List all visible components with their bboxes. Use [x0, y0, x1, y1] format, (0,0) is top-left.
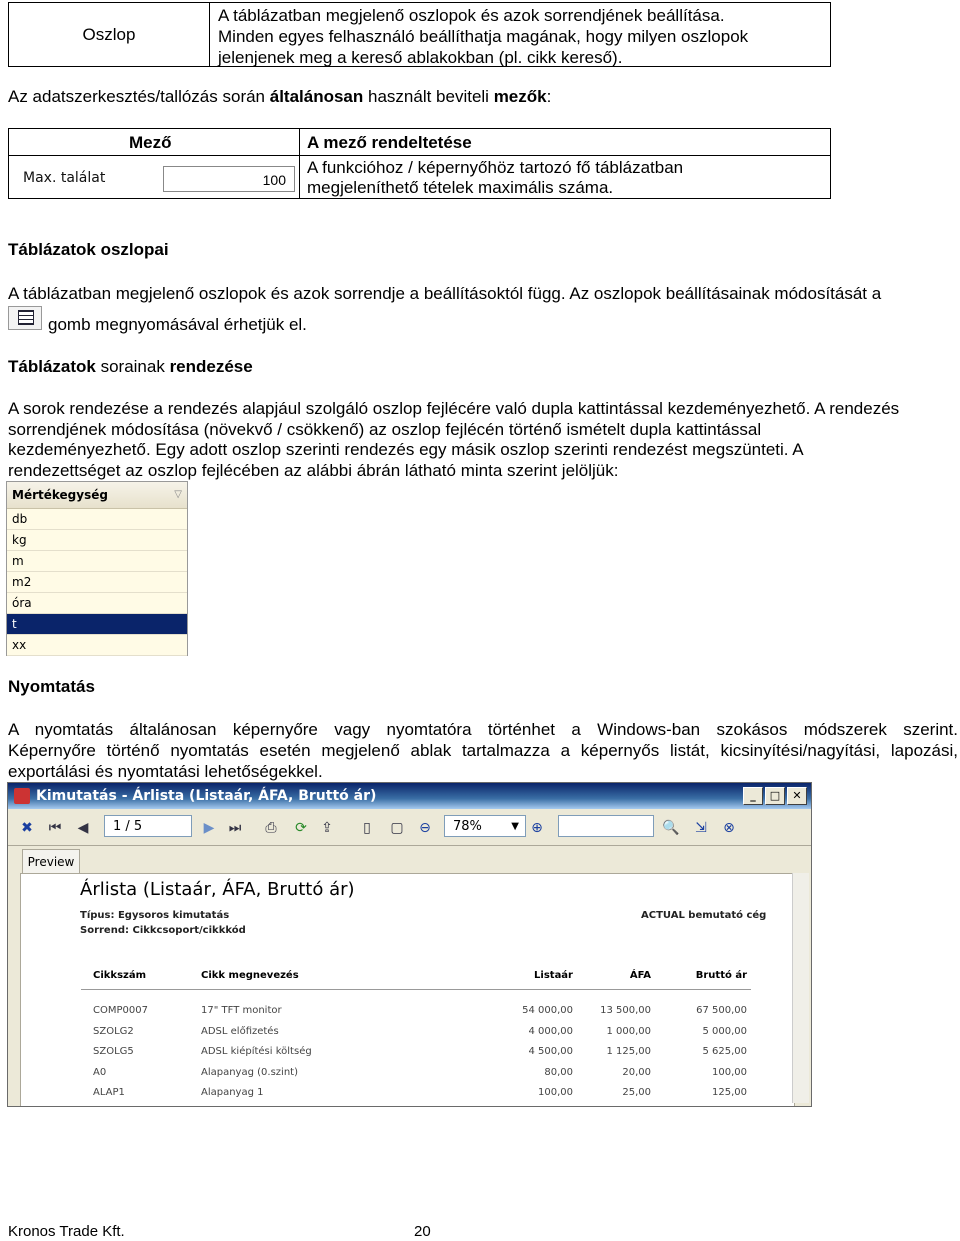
report-col-header: ÁFA [629, 970, 651, 981]
print-icon[interactable]: ⎙ [265, 820, 277, 836]
report-cell: SZOLG2 [93, 1025, 134, 1037]
report-page [20, 873, 795, 1107]
report-col-header: Cikk megnevezés [201, 970, 299, 981]
field-header-right: A mező rendeltetése [307, 133, 472, 152]
settings-desc-line: A táblázatban megjelenő oszlopok és azok sorrendjének beállítása. [218, 6, 725, 25]
field-table [8, 128, 831, 199]
settings-name-cell: Oszlop [9, 3, 210, 66]
list-item[interactable]: m2 [7, 572, 187, 593]
preview-toolbar [8, 809, 811, 846]
find-next-icon[interactable]: ⇲ [695, 820, 707, 836]
sort-descending-icon: ▽ [174, 489, 182, 500]
list-item[interactable]: kg [7, 530, 187, 551]
report-cell: 5 000,00 [702, 1025, 747, 1037]
list-item[interactable]: xx [7, 635, 187, 656]
report-cell: A0 [93, 1066, 107, 1078]
field-desc-line: megjeleníthető tételek maximális száma. [307, 178, 614, 197]
report-type: Típus: Egysoros kimutatás [80, 910, 230, 921]
sort-para-line: kezdeményezhető. Egy adott oszlop szerinti rendezés egy másik oszlop szerinti rendezést megszünteti. A [8, 440, 804, 459]
report-cell: 100,00 [712, 1066, 747, 1078]
report-cell: 1 000,00 [606, 1025, 651, 1037]
report-cell: 1 125,00 [606, 1046, 651, 1057]
report-cell: 4 500,00 [528, 1046, 573, 1057]
zoom-select[interactable] [444, 815, 526, 837]
columns-text-line1: A táblázatban megjelenő oszlopok és azok sorrendje a beállításoktól függ. Az oszlopok beállításainak módosítását a [8, 284, 882, 303]
first-page-icon[interactable]: ⏮ [48, 820, 62, 836]
list-item[interactable]: db [7, 509, 187, 530]
close-preview-icon[interactable]: ✖ [21, 820, 33, 836]
column-settings-button[interactable] [8, 306, 42, 330]
intro-prefix: Az adatszerkesztés/tallózás során [8, 87, 270, 106]
report-col-header: Cikkszám [93, 970, 147, 981]
settings-table [8, 2, 831, 67]
report-header-rule [81, 989, 751, 990]
print-para-line: exportálási és nyomtatási lehetőségekkel. [8, 762, 323, 781]
print-heading: Nyomtatás [8, 677, 95, 696]
intro-text [8, 87, 551, 107]
report-col-header: Bruttó ár [695, 970, 747, 981]
report-cell: 25,00 [622, 1087, 651, 1098]
intro-middle: használt beviteli [363, 87, 494, 106]
window-title: Kimutatás - Árlista (Listaár, ÁFA, Bruttó ár) [36, 788, 377, 804]
sorted-column-header[interactable] [7, 482, 187, 509]
max-results-input[interactable]: 100 [163, 166, 295, 192]
report-cell: 125,00 [712, 1087, 747, 1098]
zoom-out-icon[interactable]: ⊖ [419, 820, 431, 836]
report-col-header: Listaár [534, 970, 573, 981]
maximize-button[interactable]: □ [765, 787, 785, 805]
report-cell: Alapanyag (0.szint) [201, 1066, 298, 1078]
print-para-line: Képernyőre történő nyomtatás esetén megjelenő ablak tartalmazza a képernyős listát, kicsinyítési/nagyítási, lapozási, [8, 741, 958, 760]
report-cell: 100,00 [538, 1087, 573, 1098]
sort-para-line: rendezettséget az oszlop fejlécében az alábbi ábrán látható minta szerint jelöljük: [8, 460, 619, 480]
window-titlebar[interactable] [8, 783, 811, 809]
zoom-value: 78% [453, 819, 482, 834]
report-cell: Alapanyag 1 [201, 1087, 264, 1098]
report-title: Árlista (Listaár, ÁFA, Bruttó ár) [80, 879, 355, 900]
vertical-scrollbar[interactable] [792, 873, 809, 1103]
close-button[interactable]: ✕ [787, 787, 807, 805]
page-setup-icon[interactable]: ▯ [363, 820, 371, 836]
report-cell: ADSL kiépítési költség [201, 1046, 312, 1057]
field-header-left: Mező [129, 133, 172, 152]
page-field[interactable]: 1 / 5 [104, 815, 192, 837]
report-order: Sorrend: Cikkcsoport/cikkkód [80, 925, 246, 936]
report-cell: 13 500,00 [600, 1005, 651, 1016]
sorted-column-example [6, 481, 188, 656]
list-item-selected[interactable]: t [7, 614, 187, 635]
report-cell: COMP0007 [93, 1005, 148, 1016]
field-desc-line: A funkcióhoz / képernyőhöz tartozó fő táblázatban [307, 158, 684, 177]
report-cell: 54 000,00 [522, 1005, 573, 1016]
refresh-icon[interactable]: ⟳ [295, 820, 307, 836]
preview-tabs [8, 846, 811, 874]
max-results-label: Max. találat [23, 170, 106, 186]
sort-heading [8, 357, 253, 377]
columns-text-line2: gomb megnyomásával érhetjük el. [48, 315, 307, 334]
export-icon[interactable]: ⇪ [321, 820, 333, 836]
sort-heading-bold1: Táblázatok [8, 357, 96, 376]
intro-bold-fields: mezők [493, 87, 547, 106]
list-item[interactable]: óra [7, 593, 187, 614]
next-page-icon[interactable]: ▶ [203, 820, 215, 836]
sort-paragraph [8, 399, 956, 481]
sort-heading-mid: sorainak [95, 357, 170, 376]
search-input[interactable] [558, 815, 654, 837]
chevron-down-icon: ▼ [511, 821, 519, 832]
report-cell: 20,00 [622, 1066, 651, 1078]
footer-page-number: 20 [414, 1223, 431, 1240]
intro-suffix: : [546, 87, 552, 106]
report-cell: 4 000,00 [528, 1025, 573, 1037]
sorted-column-header-label: Mértékegység [12, 488, 108, 502]
field-desc [307, 158, 683, 198]
report-cell: 5 625,00 [702, 1046, 747, 1057]
report-cell: ADSL előfizetés [201, 1025, 279, 1037]
columns-heading: Táblázatok oszlopai [8, 240, 169, 259]
cancel-search-icon[interactable]: ⊗ [723, 820, 735, 836]
sort-para-line: A sorok rendezése a rendezés alapjául szolgáló oszlop fejlécére való dupla kattintással kezdeményezhető. A rendezés [8, 399, 900, 418]
print-para-line: A nyomtatás általánosan képernyőre vagy nyomtatóra történhet a Windows-ban szokásos módszerek szerint. [8, 720, 958, 739]
field-table-divider [299, 129, 300, 198]
tab-preview[interactable]: Preview [22, 849, 80, 874]
find-icon[interactable]: 🔍 [662, 820, 680, 836]
list-item[interactable]: m [7, 551, 187, 572]
intro-bold-generally: általánosan [269, 87, 364, 106]
last-page-icon[interactable]: ⏭ [228, 820, 242, 836]
zoom-in-icon[interactable]: ⊕ [531, 820, 543, 836]
print-paragraph [8, 719, 958, 782]
report-cell: 17" TFT monitor [201, 1005, 282, 1016]
grid-icon [18, 310, 34, 325]
fit-page-icon[interactable]: ▢ [390, 820, 404, 836]
app-icon [14, 788, 30, 804]
print-preview-window [7, 782, 812, 1107]
prev-page-icon[interactable]: ◀ [77, 820, 89, 836]
settings-desc-line: Minden egyes felhasználó beállíthatja magának, hogy milyen oszlopok [218, 27, 749, 46]
report-cell: SZOLG5 [93, 1046, 134, 1057]
report-company: ACTUAL bemutató cég [641, 910, 767, 921]
report-cell: 67 500,00 [696, 1005, 747, 1016]
sort-heading-bold2: rendezése [169, 357, 253, 376]
sort-para-line: sorrendjének módosítása (növekvő / csökkenő) az oszlop fejlécén történő ismételt dupla kattintással [8, 419, 762, 439]
settings-desc-cell [210, 3, 830, 66]
settings-desc-line: jelenjenek meg a kereső ablakokban (pl. cikk kereső). [218, 48, 623, 67]
report-cell: 80,00 [544, 1066, 573, 1078]
footer-company: Kronos Trade Kft. [8, 1223, 125, 1240]
minimize-button[interactable]: _ [743, 787, 763, 805]
report-cell: ALAP1 [93, 1087, 125, 1098]
